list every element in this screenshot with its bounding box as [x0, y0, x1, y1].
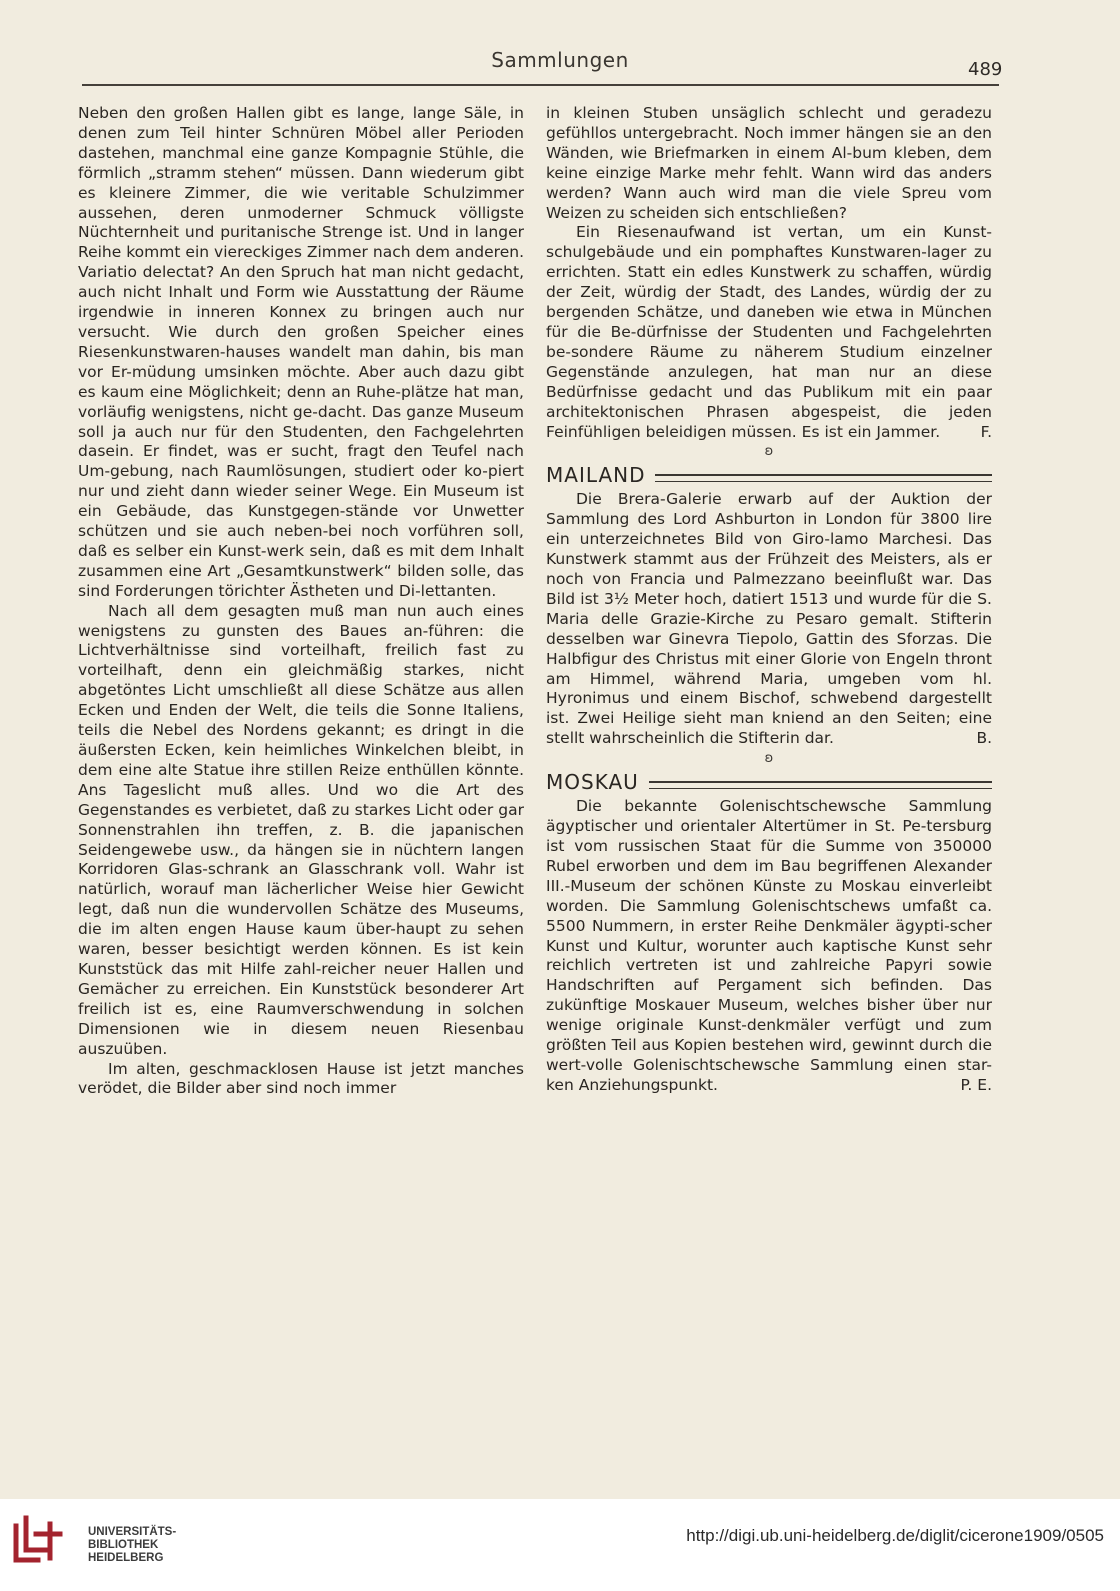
paragraph-old-house: Im alten, geschmacklosen Hause ist jetzt manches verödet, die Bilder aber sind noch immer [78, 1059, 524, 1098]
section-heading-moskau [546, 771, 992, 794]
heading-mailand-rule [655, 474, 992, 482]
paragraph-riesenaufwand-text: Ein Riesenaufwand ist vertan, um ein Kunst-schulgebäude und ein pomphaftes Kunstwaren-lager zu errichten. Statt ein edles Kunstwerk zu schaffen, würdig der Zeit, würdig der Stadt, des Landes, würdig der zu bergenden Schätze, und daneben wie etwa in München für die Be-dürfnisse der Studenten und Fachgelehrten be-sondere Räume zu näherem Studium einzelner Gegenstände anzulegen, hat man nur an diese Bedürfnisse gedacht und das Publikum mit ein paar architektonischen Phrasen abgespeist, die jeden Feinfühligen beleidigen müssen. Es ist ein Jammer. [546, 223, 992, 441]
heading-moskau-rule [649, 781, 992, 789]
heading-mailand-text: MAILAND [546, 462, 646, 487]
paragraph-moskau-text: Die bekannte Golenischtschewsche Sammlung ägyptischer und orientaler Altertümer in St. Pe-tersburg ist vom russischen Staat für die Summe von 350000 Rubel erworben und dem im Bau begriffenen Alexander III.-Museum der schönen Künste zu Moskau einverleibt worden. Die Sammlung Golenischtschews umfaßt ca. 5500 Nummern, in erster Reihe Denkmäler ägypti-scher Kunst und Kultur, worunter auch kaptische Kunst sehr reichlich vertreten ist und zahlreiche Papyri sowie Handschriften auf Pergament sich befinden. Das zukünftige Moskauer Museum, welches bisher über nur wenige originale Kunst-denkmäler verfügt und zum größten Teil aus Kopien bestehen wird, gewinnt durch die wert-volle Golenischtschewsche Sammlung einen star-ken Anziehungspunkt. [546, 797, 992, 1094]
paragraph-museum-halls: Neben den großen Hallen gibt es lange, lange Säle, in denen zum Teil hinter Schnüren Möbel aller Perioden dastehen, manchmal eine ganze Kompagnie Stühle, die förmlich „stramm stehen“ müssen. Dann wiederum gibt es kleinere Zimmer, die wie veritable Schulzimmer aussehen, deren unmoderner Schmuck völligste Nüchternheit und puritanische Strenge ist. Und in langer Reihe kommt ein viereckiges Zimmer nach dem anderen. Variatio delectat? An den Spruch hat man nicht gedacht, auch nicht Inhalt und Form wie Ausstattung der Räume irgendwie in inneren Konnex zu bringen auch nur versucht. Wie durch den großen Speicher eines Riesenkunstwaren-hauses wandelt man dahin, bis man vor Er-müdung umsinken möchte. Aber auch dazu gibt es kaum eine Möglichkeit; denn an Ruhe-plätze hat man, vorläufig wenigstens, nicht ge-dacht. Das ganze Museum soll ja auch nur für den Studenten, den Fachgelehrten dasein. Er findet, was er sucht, fragt den Teufel nach Um-gebung, nach Raumlösungen, studiert oder ko-piert nur und zieht dann wieder seiner Wege. Ein Museum ist ein Gebäude, das Kunstgegen-stände vor Unwetter schützen und sie auch neben-bei noch vorführen soll, daß es selber ein Kunst-werk sein, daß es mit dem Inhalt zusammen eine Art „Gesamtkunstwerk“ bilden solle, das sind Forderungen törichter Ästheten und Di-lettanten. [78, 104, 524, 600]
signature-f: F. [980, 422, 992, 441]
header-rule [82, 84, 999, 86]
source-url-link[interactable]: http://digi.ub.uni-heidelberg.de/diglit/cicerone1909/0505 [686, 1526, 1104, 1545]
signature-pe: P. E. [960, 1075, 992, 1094]
library-name-line-2: BIBLIOTHEK [88, 1539, 159, 1551]
page-number: 489 [968, 59, 1003, 80]
section-ornament-1: ʚ [764, 444, 774, 460]
library-name-line-3: HEIDELBERG [88, 1552, 164, 1564]
heading-moskau-text: MOSKAU [546, 769, 639, 794]
signature-b: B. [976, 729, 992, 748]
left-column [78, 104, 524, 1099]
library-name [88, 1526, 176, 1565]
paragraph-mailand [546, 490, 992, 749]
library-name-line-1: UNIVERSITÄTS- [88, 1526, 177, 1538]
right-column [546, 104, 992, 1096]
section-heading-mailand [546, 464, 992, 487]
running-title: Sammlungen [491, 48, 629, 72]
section-ornament-2: ʚ [764, 751, 774, 767]
paragraph-lighting: Nach all dem gesagten muß man nun auch eines wenigstens zu gunsten des Baues an-führen: die Lichtverhältnisse sind vorteilhaft, freilich fast zu vorteilhaft, denn ein gleichmäßig starkes, nicht abgetöntes Licht umschließt all diese Schätze aus allen Ecken und Enden der Welt, die teils die Sonne Italiens, teils die Nebel des Nordens gekannt; es dringt in die äußersten Ecken, kein heimliches Winkelchen bleibt, in dem eine alte Statue ihre stillen Reize enthüllen könnte. Ans Tageslicht muß alles. Und wo die Art des Gegenstandes es verbietet, daß zu starkes Licht oder gar Sonnenstrahlen ihn treffen, z. B. die japanischen Seidengewebe usw., da hängen sie in nüchtern langen Korridoren Glas-schrank an Glasschrank voll. Wahr ist natürlich, worauf man lächerlicher Weise hier Gewicht legt, daß nun die wundervollen Schätze des Museums, die im alten engen Hause kaum über-haupt zu sehen waren, besser besichtigt werden können. Es ist kein Kunststück das mit Hilfe zahl-reicher neuer Hallen und Gemächer zu erreichen. Ein Kunststück besonderer Art freilich ist es, eine Raumverschwendung in solchen Dimensionen wie in diesem neuen Riesenbau auszuüben. [78, 601, 524, 1058]
paragraph-mailand-text: Die Brera-Galerie erwarb auf der Auktion der Sammlung des Lord Ashburton in London für 3800 lire ein unterzeichnetes Bild von Giro-lamo Marchesi. Das Kunstwerk stammt aus der Frühzeit des Meisters, als er noch von Francia und Palmezzano beeinflußt war. Das Bild ist 3½ Meter hoch, datiert 1513 und wurde für die S. Maria delle Grazie-Kirche zu Pesaro gemalt. Stifterin desselben war Ginevra Tiepolo, Gattin des Sforzas. Die Halbfigur des Christus mit einer Glorie von Engeln thront am Himmel, während Maria, umgeben vom hl. Hyronimus und einem Bischof, schwebend dargestellt ist. Zwei Heilige sieht man kniend an den Seiten; eine stellt wahrscheinlich die Stifterin dar. [546, 490, 992, 748]
paragraph-moskau [546, 797, 992, 1096]
paragraph-riesenaufwand [546, 223, 992, 442]
university-logo-icon [10, 1512, 70, 1572]
paragraph-continuation: in kleinen Stuben unsäglich schlecht und geradezu gefühllos untergebracht. Noch immer hängen sie an den Wänden, wie Briefmarken in einem Al-bum kleben, dem keine einzige Marke mehr fehlt. Wann wird das anders werden? Wann auch wird man die viele Spreu vom Weizen zu scheiden sich entschließen? [546, 104, 992, 222]
